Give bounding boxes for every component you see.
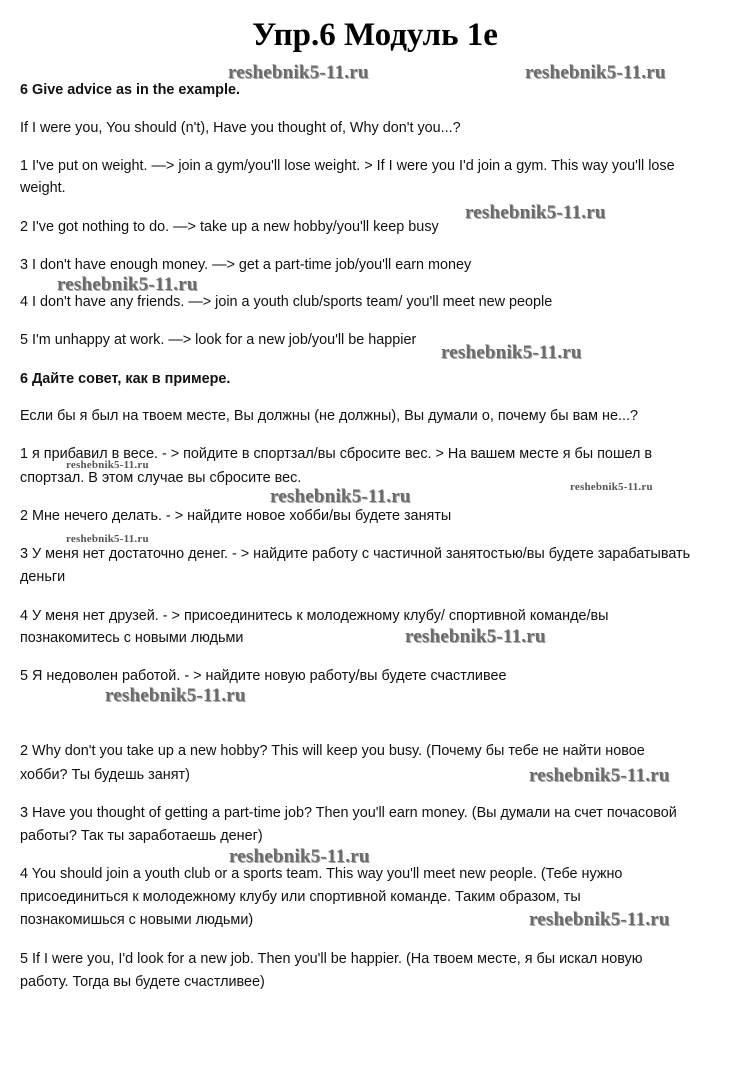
russian-heading: 6 Дайте совет, как в примере. [20, 371, 231, 387]
answer-2-line-1: 2 Why don't you take up a new hobby? This will keep you busy. (Почему бы тебе не найти новое [20, 743, 645, 759]
watermark: reshebnik5-11.ru [57, 274, 198, 295]
watermark: reshebnik5-11.ru [270, 486, 411, 507]
russian-item-1-line-2: спортзал. В этом случае вы сбросите вес. [20, 470, 302, 486]
russian-item-3-line-1: 3 У меня нет достаточно денег. - > найдите работу с частичной занятостью/вы будете зарабатывать [20, 546, 691, 562]
watermark: reshebnik5-11.ru [570, 481, 653, 493]
answer-2-line-2: хобби? Ты будешь занят) [20, 767, 190, 783]
answer-3-line-1: 3 Have you thought of getting a part-time job? Then you'll earn money. (Вы думали на счет почасовой [20, 805, 677, 821]
english-item-3: 3 I don't have enough money. —> get a part-time job/you'll earn money [20, 257, 472, 273]
russian-item-4-line-2: познакомитесь с новыми людьми [20, 630, 244, 646]
watermark: reshebnik5-11.ru [465, 202, 606, 223]
english-intro: If I were you, You should (n't), Have you thought of, Why don't you...? [20, 120, 461, 136]
page-title: Упр.6 Модуль 1е [252, 17, 498, 53]
english-heading: 6 Give advice as in the example. [20, 82, 240, 98]
english-item-1-line-1: 1 I've put on weight. —> join a gym/you'll lose weight. > If I were you I'd join a gym. This way you'll lose [20, 158, 675, 174]
answer-5-line-2: работу. Тогда вы будете счастливее) [20, 974, 265, 990]
watermark: reshebnik5-11.ru [105, 685, 246, 706]
russian-item-5: 5 Я недоволен работой. - > найдите новую работу/вы будете счастливее [20, 668, 507, 684]
watermark: reshebnik5-11.ru [529, 765, 670, 786]
watermark: reshebnik5-11.ru [228, 62, 369, 83]
answer-4-line-1: 4 You should join a youth club or a sports team. This way you'll meet new people. (Тебе нужно [20, 866, 623, 882]
watermark: reshebnik5-11.ru [229, 846, 370, 867]
watermark: reshebnik5-11.ru [66, 459, 149, 471]
english-item-4: 4 I don't have any friends. —> join a youth club/sports team/ you'll meet new people [20, 294, 553, 310]
russian-intro: Если бы я был на твоем месте, Вы должны (не должны), Вы думали о, почему бы вам не...? [20, 408, 638, 424]
watermark: reshebnik5-11.ru [441, 342, 582, 363]
answer-4-line-3: познакомишься с новыми людьми) [20, 912, 254, 928]
watermark: reshebnik5-11.ru [405, 626, 546, 647]
watermark: reshebnik5-11.ru [529, 909, 670, 930]
watermark: reshebnik5-11.ru [66, 533, 149, 545]
russian-item-2: 2 Мне нечего делать. - > найдите новое хобби/вы будете заняты [20, 508, 452, 524]
answer-3-line-2: работы? Так ты заработаешь денег) [20, 828, 263, 844]
russian-item-4-line-1: 4 У меня нет друзей. - > присоединитесь к молодежному клубу/ спортивной команде/вы [20, 608, 609, 624]
watermark: reshebnik5-11.ru [525, 62, 666, 83]
russian-item-1-line-1: 1 я прибавил в весе. - > пойдите в спортзал/вы сбросите вес. > На вашем месте я бы пошел в [20, 446, 653, 462]
answer-4-line-2: присоединиться к молодежному клубу или спортивной команде. Таким образом, ты [20, 889, 581, 905]
answer-5-line-1: 5 If I were you, I'd look for a new job. Then you'll be happier. (На твоем месте, я бы искал новую [20, 951, 643, 967]
english-item-1-line-2: weight. [20, 180, 66, 196]
english-item-5: 5 I'm unhappy at work. —> look for a new job/you'll be happier [20, 332, 417, 348]
english-item-2: 2 I've got nothing to do. —> take up a new hobby/you'll keep busy [20, 219, 439, 235]
russian-item-3-line-2: деньги [20, 569, 66, 585]
